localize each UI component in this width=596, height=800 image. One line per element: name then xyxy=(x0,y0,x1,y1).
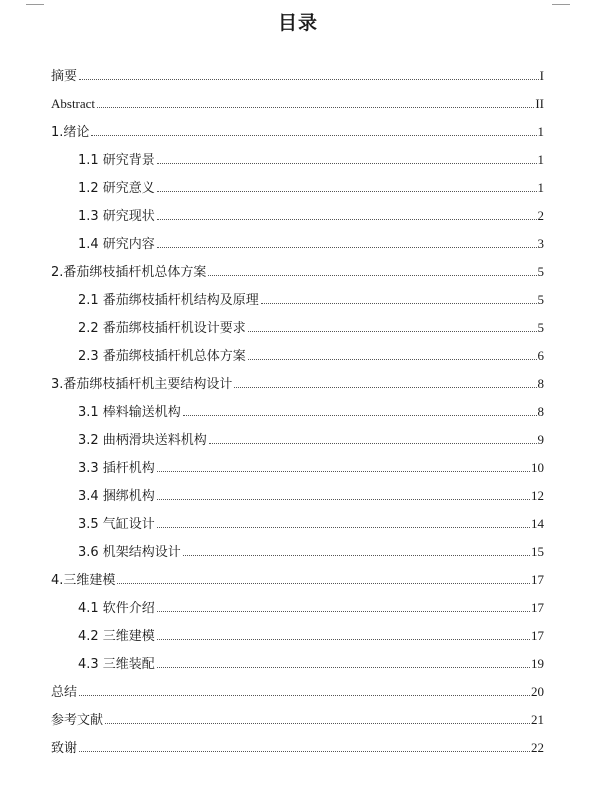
toc-page-number: 3 xyxy=(537,236,544,251)
dot-leader xyxy=(157,667,530,668)
toc-entry-section-4-1[interactable] xyxy=(51,590,544,618)
toc-entry-label: 3.6 机架结构设计 xyxy=(78,545,181,560)
toc-entry-label: 4.2 三维建模 xyxy=(78,629,155,644)
toc-entry-section-4-3[interactable] xyxy=(51,646,544,674)
toc-page-number: 17 xyxy=(531,572,544,587)
toc-entry-label: 2.3 番茄绑枝插杆机总体方案 xyxy=(78,349,246,364)
toc-page-number: 10 xyxy=(531,460,544,475)
toc-entry-label: 3.1 棒料输送机构 xyxy=(78,405,181,420)
toc-entry-label: 1.绪论 xyxy=(51,125,90,140)
toc-entry-chapter-2[interactable] xyxy=(51,254,544,282)
toc-page-number: 5 xyxy=(537,292,544,307)
toc-entry-label: 3.4 捆绑机构 xyxy=(78,489,155,504)
toc-entry-label: 总结 xyxy=(51,685,78,700)
toc-entry-abstract-cn[interactable] xyxy=(51,58,544,86)
toc-entry-label: 4.3 三维装配 xyxy=(78,657,155,672)
toc-page-number: 5 xyxy=(537,264,544,279)
dot-leader xyxy=(261,303,537,304)
toc-page-number: 2 xyxy=(537,208,544,223)
dot-leader xyxy=(248,359,537,360)
toc-entry-label: 4.三维建模 xyxy=(51,573,116,588)
dot-leader xyxy=(157,611,530,612)
toc-page-number: 1 xyxy=(537,152,544,167)
toc-entry-section-3-6[interactable] xyxy=(51,534,544,562)
toc-entry-label: 1.3 研究现状 xyxy=(78,209,155,224)
toc-entry-chapter-3[interactable] xyxy=(51,366,544,394)
toc-entry-section-2-3[interactable] xyxy=(51,338,544,366)
toc-entry-conclusion[interactable] xyxy=(51,674,544,702)
dot-leader xyxy=(183,555,530,556)
toc-entry-section-1-4[interactable] xyxy=(51,226,544,254)
toc-entry-section-3-3[interactable] xyxy=(51,450,544,478)
dot-leader xyxy=(157,639,530,640)
toc-entry-section-4-2[interactable] xyxy=(51,618,544,646)
toc-page-number: 20 xyxy=(531,684,544,699)
toc-entry-label: 3.3 插杆机构 xyxy=(78,461,155,476)
toc-entry-label: 2.番茄绑枝插杆机总体方案 xyxy=(51,265,207,280)
dot-leader xyxy=(117,583,530,584)
dot-leader xyxy=(79,751,530,752)
toc-entry-section-1-2[interactable] xyxy=(51,170,544,198)
toc-page-number: 22 xyxy=(531,740,544,755)
toc-entry-label: 1.4 研究内容 xyxy=(78,237,155,252)
dot-leader xyxy=(208,275,536,276)
toc-entry-section-1-3[interactable] xyxy=(51,198,544,226)
toc-page-number: 8 xyxy=(537,376,544,391)
toc-entry-section-2-2[interactable] xyxy=(51,310,544,338)
toc-entry-section-1-1[interactable] xyxy=(51,142,544,170)
toc-page-number: 19 xyxy=(531,656,544,671)
dot-leader xyxy=(105,723,530,724)
toc-entry-section-3-5[interactable] xyxy=(51,506,544,534)
dot-leader xyxy=(248,331,537,332)
toc-entry-section-3-4[interactable] xyxy=(51,478,544,506)
toc-entry-label: 3.番茄绑枝插杆机主要结构设计 xyxy=(51,377,233,392)
dot-leader xyxy=(157,191,537,192)
dot-leader xyxy=(157,471,530,472)
toc-entry-chapter-1[interactable] xyxy=(51,114,544,142)
toc-entry-label: 致谢 xyxy=(51,741,78,756)
toc-entry-label: 摘要 xyxy=(51,69,78,84)
toc-page-number: 14 xyxy=(531,516,544,531)
dot-leader xyxy=(157,499,530,500)
toc-entry-section-3-2[interactable] xyxy=(51,422,544,450)
dot-leader xyxy=(97,107,534,108)
toc-page-number: 1 xyxy=(537,180,544,195)
toc-entry-acknowledgements[interactable] xyxy=(51,730,544,758)
toc-page-number: 5 xyxy=(537,320,544,335)
toc-page-number: 17 xyxy=(531,600,544,615)
toc-page-number: 9 xyxy=(537,432,544,447)
table-of-contents xyxy=(51,58,544,758)
toc-page-number: 21 xyxy=(531,712,544,727)
toc-page-number: I xyxy=(539,68,544,83)
dot-leader xyxy=(79,79,539,80)
dot-leader xyxy=(209,443,537,444)
toc-page-number: 8 xyxy=(537,404,544,419)
dot-leader xyxy=(91,135,536,136)
dot-leader xyxy=(157,219,537,220)
toc-entry-abstract-en[interactable] xyxy=(51,86,544,114)
toc-entry-label: 1.1 研究背景 xyxy=(78,153,155,168)
page-title: 目录 xyxy=(277,12,318,34)
toc-page-number: II xyxy=(535,96,544,111)
toc-entry-references[interactable] xyxy=(51,702,544,730)
dot-leader xyxy=(234,387,536,388)
dot-leader xyxy=(79,695,530,696)
toc-page-number: 6 xyxy=(537,348,544,363)
toc-entry-label: Abstract xyxy=(51,96,96,111)
toc-entry-label: 1.2 研究意义 xyxy=(78,181,155,196)
toc-entry-label: 2.2 番茄绑枝插杆机设计要求 xyxy=(78,321,246,336)
dot-leader xyxy=(183,415,537,416)
dot-leader xyxy=(157,247,537,248)
toc-entry-section-2-1[interactable] xyxy=(51,282,544,310)
toc-page-number: 12 xyxy=(531,488,544,503)
toc-page-number: 1 xyxy=(537,124,544,139)
toc-entry-section-3-1[interactable] xyxy=(51,394,544,422)
page-corner-mark-left xyxy=(26,4,44,5)
toc-entry-label: 参考文献 xyxy=(51,713,104,728)
toc-entry-label: 4.1 软件介绍 xyxy=(78,601,155,616)
toc-entry-label: 2.1 番茄绑枝插杆机结构及原理 xyxy=(78,293,259,308)
toc-entry-chapter-4[interactable] xyxy=(51,562,544,590)
dot-leader xyxy=(157,527,530,528)
page-corner-mark-right xyxy=(552,4,570,5)
toc-page-number: 15 xyxy=(531,544,544,559)
toc-entry-label: 3.2 曲柄滑块送料机构 xyxy=(78,433,207,448)
toc-page-number: 17 xyxy=(531,628,544,643)
toc-entry-label: 3.5 气缸设计 xyxy=(78,517,155,532)
dot-leader xyxy=(157,163,537,164)
